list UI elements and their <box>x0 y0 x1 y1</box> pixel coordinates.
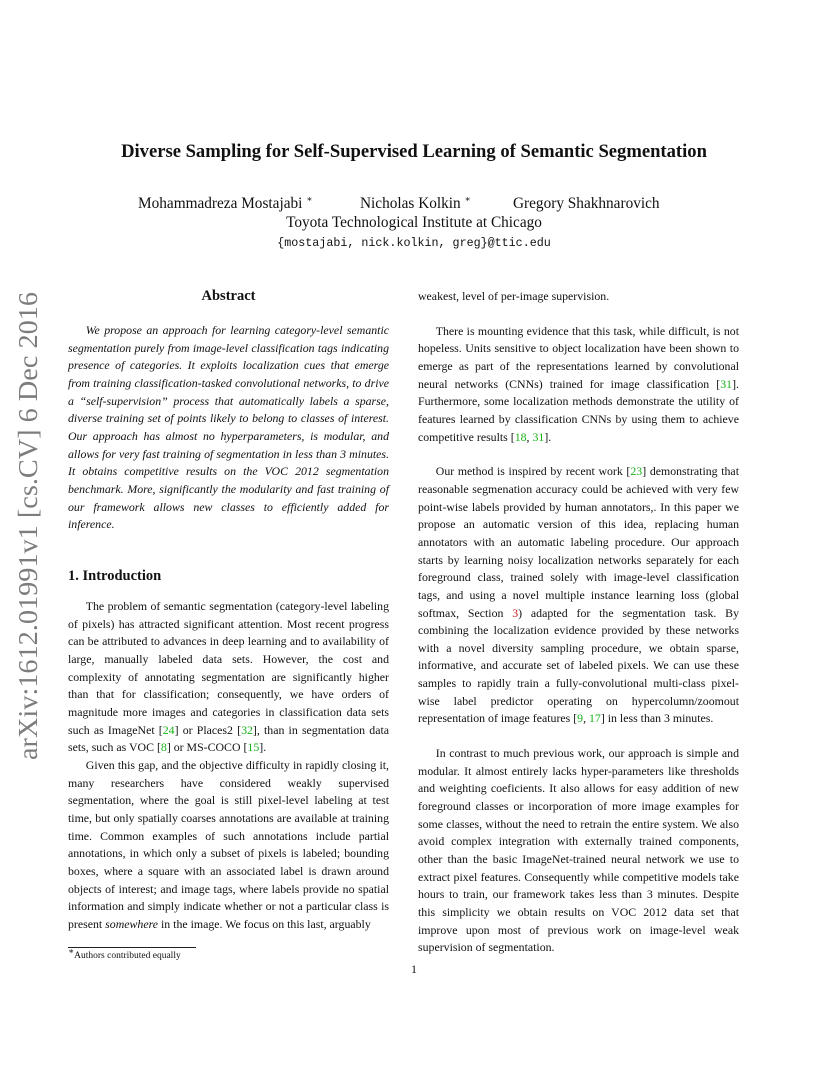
citation-link[interactable]: 23 <box>630 464 643 479</box>
citation-link[interactable]: 9 <box>577 711 584 726</box>
text-span: ]. <box>544 429 552 444</box>
text-span: ] demonstrating that reasonable segmenation accuracy could be achieved with very few point-wise labels provided by human annotators,. In this paper we propose an automatic version of this idea, replacing human annotators with an automatic labeling procedure. Our approach starts by learning noisy localization networks separately for each foreground class, trained solely with image-level classification tags, and using a novel multiple instance learning loss (global softmax, Section <box>418 464 739 620</box>
citation-link[interactable]: 24 <box>162 722 175 737</box>
text-span: Our method is inspired by recent work [ <box>435 464 631 479</box>
text-span: ], than in segmentation data sets, such as VOC [ <box>68 722 389 755</box>
intro-paragraph-2 <box>68 757 389 934</box>
author-2-mark: ∗ <box>464 193 471 204</box>
text-span: ] in less than 3 minutes. <box>600 711 714 726</box>
arxiv-identifier-stamp <box>4 290 48 760</box>
text-span: There is mounting evidence that this task, while difficult, is not hopeless. Units sensitive to object localization have been shown to emerge as part of the representations learned by convolutional neural networks (CNNs) trained for image classification [ <box>418 323 739 391</box>
text-span: ]. <box>259 740 267 755</box>
citation-link[interactable]: 32 <box>241 722 253 737</box>
page-number: 1 <box>411 962 417 976</box>
text-span: Given this gap, and the objective difficulty in rapidly closing it, many researchers have considered weakly supervised segmentation, where the goal is still pixel-level labeling at test time, but only spatially coarses annotations are available at training time. Common examples of such annotations include partial annotations, in which only a subset of pixels is labeled; bounding boxes, where a square with an associated label is drawn around objects of interest; and image tags, where labels provide no spatial information and simply indicate whether or not a particular class is present <box>68 757 389 931</box>
abstract-heading: Abstract <box>201 288 256 304</box>
citation-link[interactable]: 18 <box>514 429 527 444</box>
author-1-mark: ∗ <box>306 193 313 204</box>
right-paragraph-3: In contrast to much previous work, our approach is simple and modular. It almost entirely lacks hyper-parameters like thresholds and weighting coeficients. It also allows for easy addition of new foreground classes or incorporation of more image examples for some classes, without the need to retrain the entire system. We also avoid complex integration with externally trained components, other than the basic ImageNet-trained neural network we use to extract pixel features. Consequently while competitive models take hours to train, our framework takes less than 3 minutes. Despite this simplicity we obtain results on VOC 2012 data set that improve upon most of previous work on image-level weak supervision of segmentation. <box>418 746 739 955</box>
text-span: , <box>583 711 589 726</box>
introduction-right-column <box>418 288 739 957</box>
affiliation: Toyota Technological Institute at Chicago <box>286 214 542 231</box>
text-span: , <box>526 429 533 444</box>
citation-link[interactable]: 8 <box>160 740 167 755</box>
citation-link[interactable]: 17 <box>589 711 601 726</box>
text-span: in the image. We focus on this last, arguably <box>158 916 371 931</box>
abstract-paragraph: We propose an approach for learning category-level semantic segmentation purely from image-level classification tags indicating presence of categories. It exploits localization cues that emerge from training classification-tasked convolutional networks, to drive a “self-supervision” process that automatically labels a sparse, diverse training set of points likely to belong to classes of interest. Our approach has almost no hyperparameters, is modular, and allows for very fast training of segmentation in less than 3 minutes. It obtains competitive results on the VOC 2012 segmentation benchmark. More, significantly the modularity and fast training of our framework allows new classes to efficiently added for inference. <box>68 323 389 532</box>
author-3-name: Gregory Shakhnarovich <box>513 195 660 212</box>
citation-link[interactable]: 31 <box>720 376 733 391</box>
introduction-left-column <box>68 598 389 933</box>
text-span: ) adapted for the segmentation task. By combining the localization evidence provided by these networks with a novel diversity sampling procedure, we obtain sparse, informative, and accurate set of labeled pixels. We can use these samples to rapidly train a fully-convolutional multi-class pixel-wise label predictor operating on hypercolumn/zoomout representation of image features [ <box>418 605 739 726</box>
author-emails: {mostajabi, nick.kolkin, greg}@ttic.edu <box>277 236 551 250</box>
abstract-text <box>68 322 389 534</box>
intro-paragraph-1 <box>68 598 389 757</box>
citation-link[interactable]: 31 <box>532 429 545 444</box>
arxiv-stamp-text: arXiv:1612.01991v1 [cs.CV] 6 Dec 2016 <box>12 304 43 760</box>
author-1-name: Mohammadreza Mostajabi <box>138 195 303 212</box>
footnote-text: Authors contributed equally <box>74 951 181 962</box>
text-span: ] or Places2 [ <box>174 722 242 737</box>
section-link[interactable]: 3 <box>512 605 519 620</box>
citation-link[interactable]: 15 <box>247 740 260 755</box>
author-2 <box>360 195 471 213</box>
right-paragraph-1 <box>418 323 739 447</box>
footnote-mark: ∗ <box>68 946 75 956</box>
author-1 <box>138 195 312 213</box>
text-span: ]. Furthermore, some localization methods demonstrate the utility of features learned by classification CNNs by using them to achieve competitive results [ <box>418 376 739 444</box>
footnote <box>68 946 181 962</box>
footnote-rule <box>68 947 196 948</box>
text-span: ] or MS-COCO [ <box>166 740 248 755</box>
author-3 <box>513 195 660 213</box>
paper-title: Diverse Sampling for Self-Supervised Learning of Semantic Segmentation <box>121 141 707 162</box>
right-paragraph-2 <box>418 463 739 728</box>
introduction-heading: 1. Introduction <box>68 568 162 584</box>
text-span: The problem of semantic segmentation (category-level labeling of pixels) has attracted significant attention. Most recent progress can be attributed to advances in deep learning and to availability of large, manually labeled data sets. However, the cost and complexity of annotating segmentation are significantly higher than that for classification; consequently, we have orders of magnitude more images and categories in classification data sets such as ImageNet [ <box>68 599 389 737</box>
right-paragraph-continuation: weakest, level of per-image supervision. <box>418 289 610 303</box>
author-2-name: Nicholas Kolkin <box>360 195 461 212</box>
emphasis-text: somewhere <box>105 916 159 931</box>
